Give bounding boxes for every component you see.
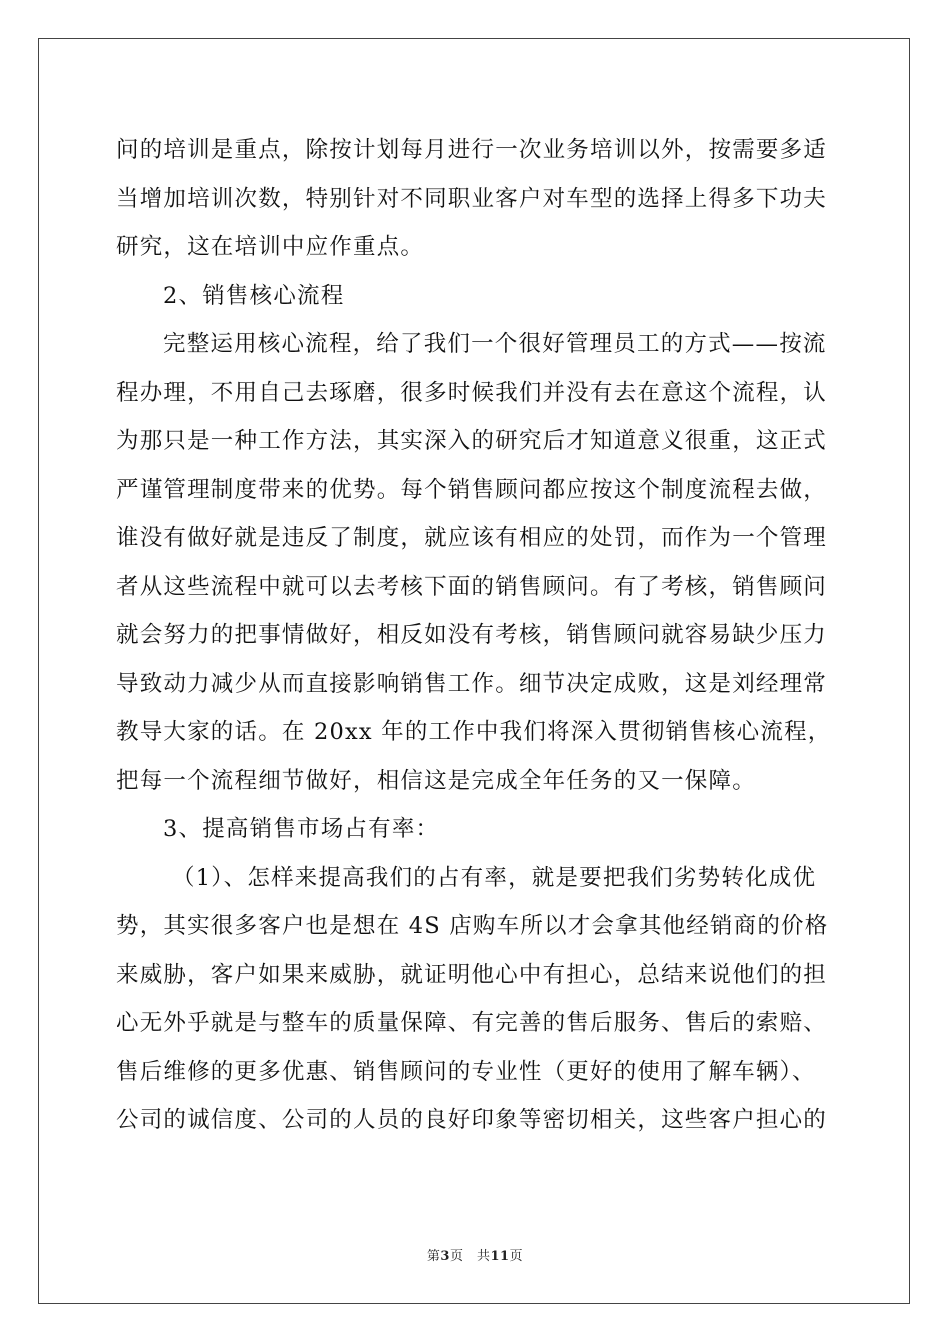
footer-suffix: 页 bbox=[509, 1249, 524, 1264]
footer-middle: 页 共 bbox=[449, 1249, 491, 1264]
section-heading: 3、提高销售市场占有率： bbox=[163, 816, 440, 842]
text-line: 研究，这在培训中应作重点。 bbox=[116, 234, 425, 260]
text-line: 售后维修的更多优惠、销售顾问的专业性（更好的使用了解车辆）、 bbox=[116, 1058, 816, 1085]
footer-prefix: 第 bbox=[426, 1249, 441, 1264]
text-line: 教导大家的话。在 20xx 年的工作中我们将深入贯彻销售核心流程， bbox=[116, 719, 832, 745]
text-line: 为那只是一种工作方法，其实深入的研究后才知道意义很重，这正式 bbox=[116, 428, 828, 454]
text-line: 严谨管理制度带来的优势。每个销售顾问都应按这个制度流程去做， bbox=[116, 476, 828, 503]
text-line: 当增加培训次数，特别针对不同职业客户对车型的选择上得多下功夫 bbox=[116, 185, 828, 212]
text-line: 导致动力减少从而直接影响销售工作。细节决定成败，这是刘经理常 bbox=[116, 670, 828, 697]
total-pages-number: 11 bbox=[490, 1249, 510, 1264]
page-footer bbox=[0, 1245, 950, 1264]
section-heading: 2、销售核心流程 bbox=[163, 282, 345, 309]
text-line: 来威胁，客户如果来威胁，就证明他心中有担心，总结来说他们的担 bbox=[116, 961, 828, 988]
document-body bbox=[116, 126, 836, 1145]
text-line: 完整运用核心流程，给了我们一个很好管理员工的方式——按流 bbox=[163, 331, 827, 357]
text-line: 就会努力的把事情做好，相反如没有考核，销售顾问就容易缺少压力 bbox=[116, 622, 828, 648]
text-line: （1）、怎样来提高我们的占有率，就是要把我们劣势转化成优 bbox=[172, 864, 817, 891]
current-page-number: 3 bbox=[440, 1249, 450, 1264]
text-line: 问的培训是重点，除按计划每月进行一次业务培训以外，按需要多适 bbox=[116, 137, 828, 163]
text-line: 程办理，不用自己去琢磨，很多时候我们并没有去在意这个流程，认 bbox=[116, 379, 828, 406]
text-line: 者从这些流程中就可以去考核下面的销售顾问。有了考核，销售顾问 bbox=[116, 573, 828, 600]
text-line: 谁没有做好就是违反了制度，就应该有相应的处罚，而作为一个管理 bbox=[116, 525, 828, 551]
text-line: 公司的诚信度、公司的人员的良好印象等密切相关，这些客户担心的 bbox=[116, 1107, 828, 1133]
text-line: 把每一个流程细节做好，相信这是完成全年任务的又一保障。 bbox=[116, 767, 756, 794]
text-line: 势，其实很多客户也是想在 4S 店购车所以才会拿其他经销商的价格 bbox=[116, 913, 829, 939]
text-line: 心无外乎就是与整车的质量保障、有完善的售后服务、售后的索赔、 bbox=[116, 1010, 828, 1036]
